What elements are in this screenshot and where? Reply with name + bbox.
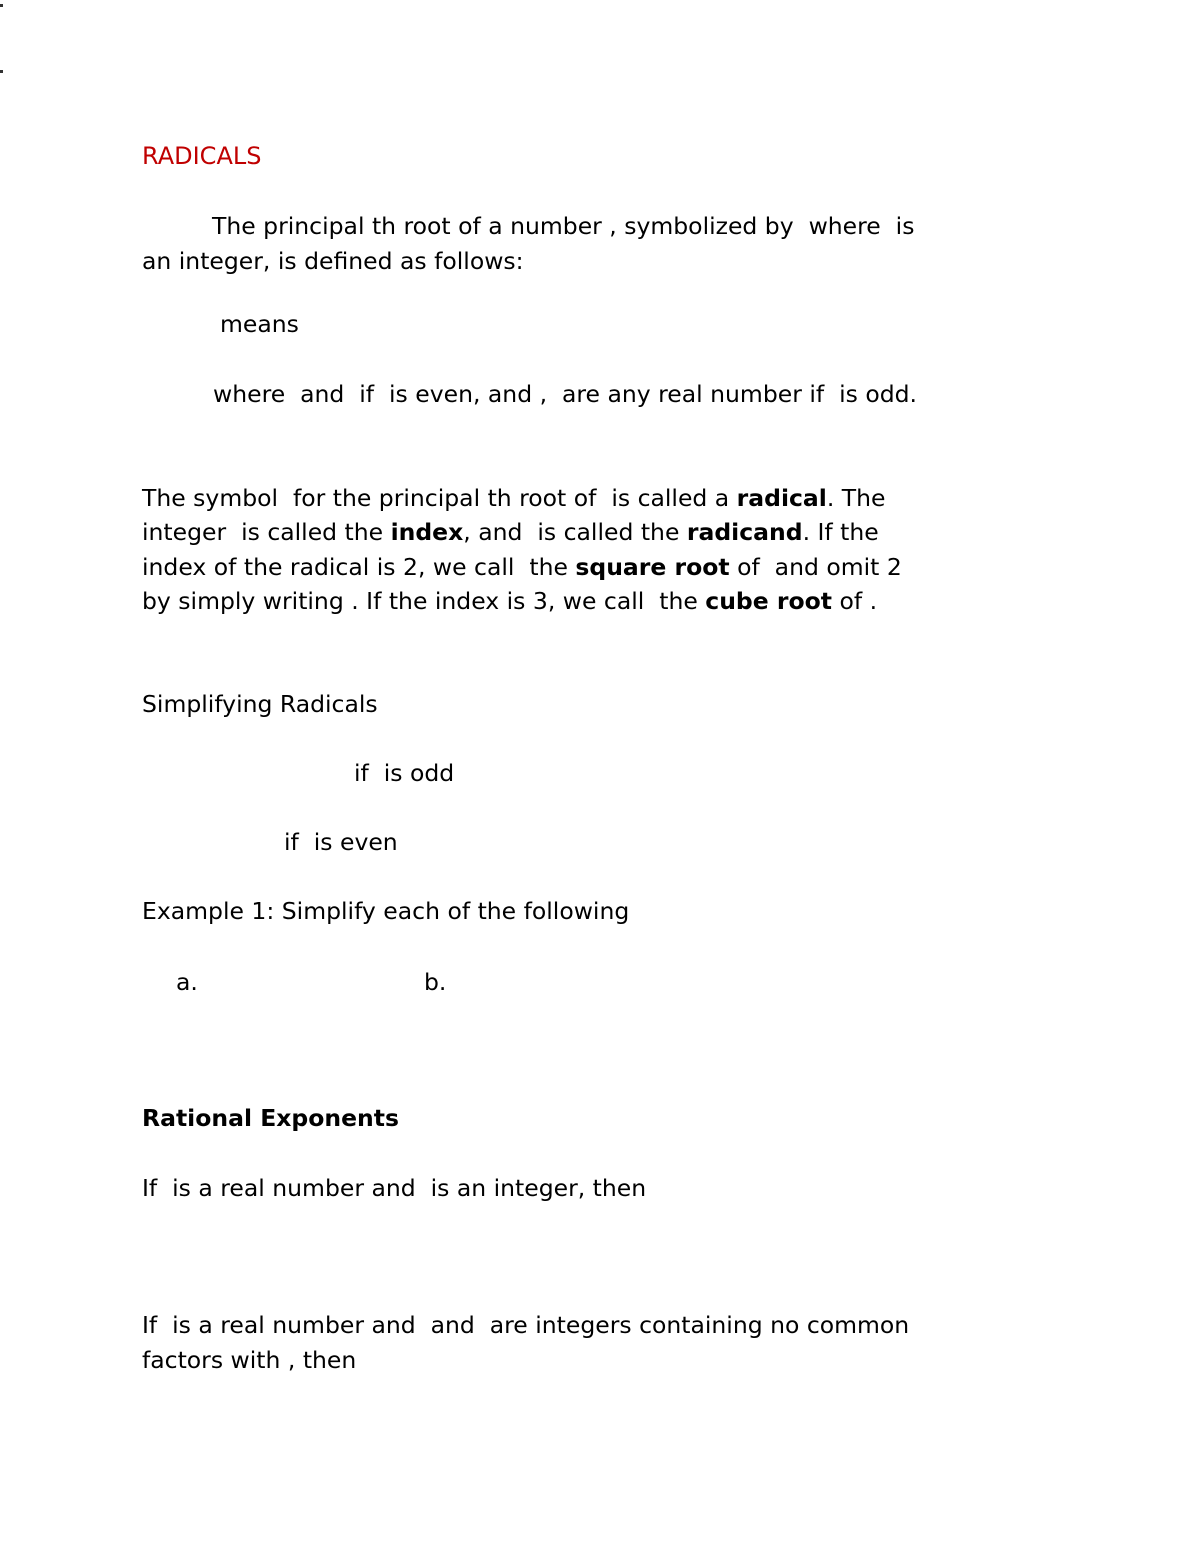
- intro-line-2: an integer, is defined as follows:: [142, 247, 524, 275]
- example-1-item-a: a.: [176, 968, 198, 996]
- term-index: index: [390, 518, 464, 546]
- simplifying-odd-case: if is odd: [354, 759, 455, 787]
- rational-rule-2-line-1: If is a real number and and are integers containing no common: [142, 1311, 910, 1339]
- symbol-paragraph-line-3: index of the radical is 2, we call the square root of and omit 2: [142, 553, 902, 581]
- rational-rule-1: If is a real number and is an integer, then: [142, 1174, 647, 1202]
- symbol-paragraph-line-4: by simply writing . If the index is 3, we call the cube root of .: [142, 587, 878, 615]
- example-1-text: Example 1: Simplify each of the following: [142, 897, 630, 925]
- definition-where-line: where and if is even, and , are any real number if is odd.: [213, 380, 918, 408]
- symbol-paragraph-line-2: integer is called the index, and is called the radicand. If the: [142, 518, 879, 546]
- simplifying-even-case: if is even: [284, 828, 398, 856]
- document-title: RADICALS: [142, 142, 262, 170]
- simplifying-heading: Simplifying Radicals: [142, 690, 378, 718]
- term-square-root: square root: [575, 553, 730, 581]
- rational-rule-2-line-2: factors with , then: [142, 1346, 357, 1374]
- term-radical: radical: [736, 484, 827, 512]
- definition-means: means: [220, 310, 299, 338]
- margin-mark: [0, 70, 3, 73]
- rational-exponents-heading: Rational Exponents: [142, 1104, 400, 1132]
- margin-mark: [0, 4, 3, 7]
- term-cube-root: cube root: [705, 587, 832, 615]
- example-1-item-b: b.: [424, 968, 447, 996]
- symbol-paragraph-line-1: The symbol for the principal th root of is called a radical. The: [142, 484, 886, 512]
- term-radicand: radicand: [686, 518, 803, 546]
- intro-line-1: The principal th root of a number , symbolized by where is: [212, 212, 915, 240]
